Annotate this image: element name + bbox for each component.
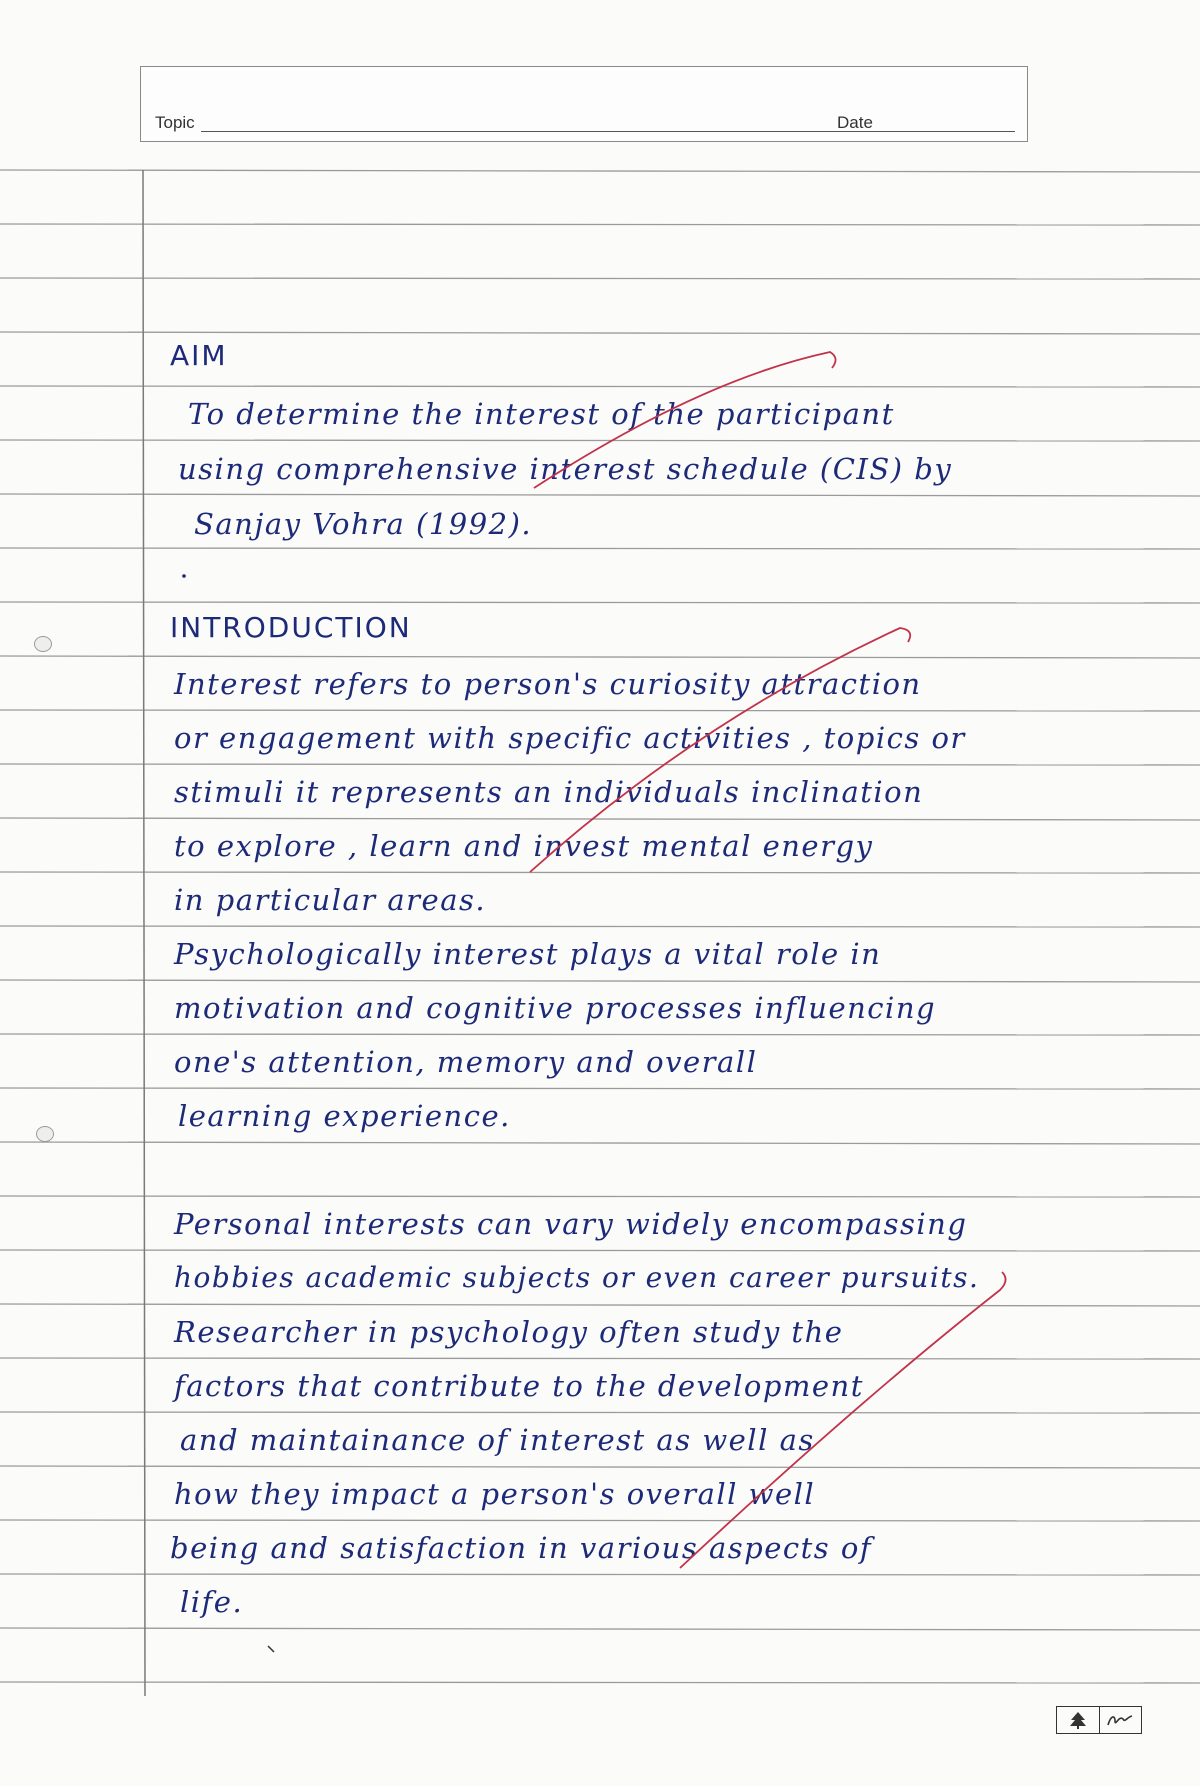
rule-line — [0, 602, 1200, 603]
rule-line — [0, 1628, 1200, 1630]
intro-line: Researcher in psychology often study the — [174, 1315, 844, 1349]
rule-line — [0, 1034, 1200, 1035]
punch-hole-mark — [34, 636, 52, 652]
rule-line — [0, 1250, 1200, 1251]
rule-line — [0, 332, 1200, 334]
intro-line: hobbies academic subjects or even career pursuits. — [174, 1261, 980, 1294]
rule-line — [0, 548, 1200, 549]
intro-line: life. — [180, 1585, 244, 1619]
aim-heading: AIM — [170, 339, 228, 372]
rule-line — [0, 1088, 1200, 1089]
intro-line: motivation and cognitive processes influencing — [174, 991, 937, 1025]
rule-line — [0, 926, 1200, 927]
intro-line: how they impact a person's overall well — [174, 1477, 816, 1511]
rule-line — [0, 1142, 1200, 1144]
rule-line — [0, 386, 1200, 387]
rule-line — [0, 872, 1200, 873]
rule-line — [0, 1574, 1200, 1575]
brand-logo-right — [1100, 1707, 1142, 1733]
date-label: Date — [837, 113, 873, 132]
intro-line: in particular areas. — [174, 883, 487, 917]
notebook-brand-logo — [1056, 1706, 1142, 1734]
intro-line: Interest refers to person's curiosity attraction — [174, 667, 922, 701]
rule-line — [0, 1196, 1200, 1197]
topic-label: Topic — [155, 113, 195, 132]
intro-line: and maintainance of interest as well as — [180, 1423, 815, 1457]
intro-line: to explore , learn and invest mental energy — [174, 829, 874, 863]
rule-line — [0, 494, 1200, 496]
aim-line: using comprehensive interest schedule (CIS) by — [178, 452, 953, 486]
brand-logo-left — [1057, 1707, 1100, 1733]
rule-line — [0, 440, 1200, 441]
rule-line — [0, 656, 1200, 658]
rule-line — [0, 1682, 1200, 1683]
brand-script-icon — [1105, 1711, 1135, 1729]
intro-line: stimuli it represents an individuals inclination — [174, 775, 924, 809]
rule-line — [0, 1466, 1200, 1468]
intro-line: Personal interests can vary widely encompassing — [174, 1207, 968, 1241]
intro-line: one's attention, memory and overall — [174, 1045, 758, 1079]
intro-line: learning experience. — [178, 1099, 511, 1133]
rule-line — [0, 1358, 1200, 1359]
rule-line — [0, 710, 1200, 711]
rule-line — [0, 818, 1200, 820]
punch-hole-mark — [36, 1126, 54, 1142]
rule-line — [0, 1412, 1200, 1413]
rule-line — [0, 764, 1200, 765]
rule-line — [0, 224, 1200, 225]
intro-line: Psychologically interest plays a vital role in — [174, 937, 882, 971]
rule-line — [0, 170, 1200, 172]
intro-line: factors that contribute to the development — [174, 1369, 864, 1403]
margin-line — [143, 170, 145, 1696]
intro-line: or engagement with specific activities , topics or — [174, 721, 966, 755]
rule-line — [0, 1304, 1200, 1306]
rule-line — [0, 980, 1200, 982]
tree-icon — [1067, 1710, 1089, 1730]
aim-line: Sanjay Vohra (1992). — [194, 507, 533, 541]
intro-line: being and satisfaction in various aspects of — [170, 1531, 873, 1565]
introduction-heading: INTRODUCTION — [170, 611, 412, 644]
rule-line — [0, 1520, 1200, 1521]
rule-line — [0, 278, 1200, 279]
aim-line: To determine the interest of the participant — [188, 397, 895, 431]
